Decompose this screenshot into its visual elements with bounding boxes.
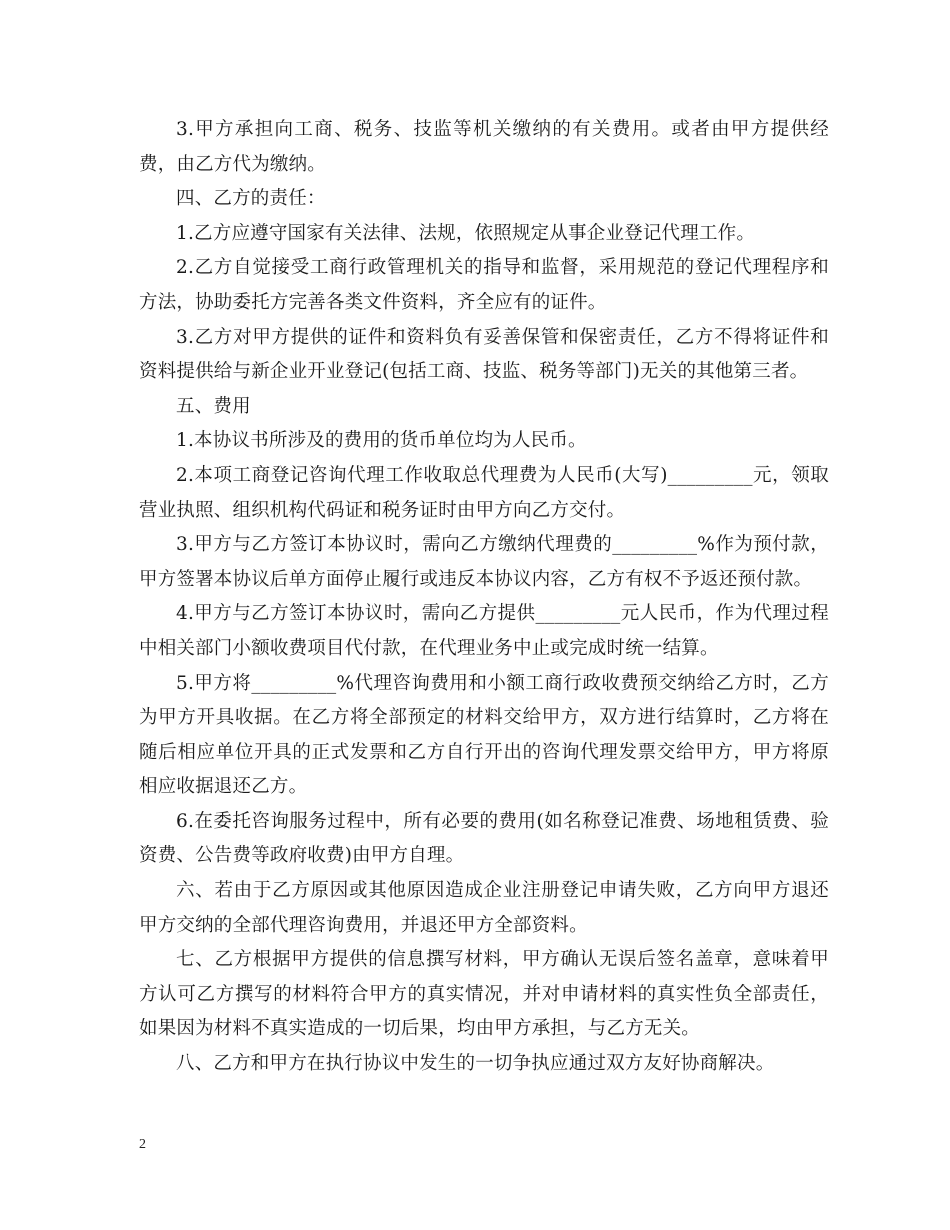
- section-seven-materials: 七、乙方根据甲方提供的信息撰写材料，甲方确认无误后签名盖章，意味着甲方认可乙方撰写的材料符合甲方的真实情况，并对申请材料的真实性负全部责任，如果因为材料不真实造成的一切后果，均由甲方承担，与乙方无关。: [139, 949, 829, 1040]
- document-body: [139, 113, 829, 1082]
- paragraph-b-clause-2: 2.乙方自觉接受工商行政管理机关的指导和监督，采用规范的登记代理程序和方法，协助委托方完善各类文件资料，齐全应有的证件。: [139, 257, 829, 313]
- paragraph-fee-clause-2: 2.本项工商登记咨询代理工作收取总代理费为人民币(大写)_________元，领取营业执照、组织机构代码证和税务证时由甲方向乙方交付。: [139, 464, 829, 521]
- paragraph-b-clause-3: 3.乙方对甲方提供的证件和资料负有妥善保管和保密责任，乙方不得将证件和资料提供给与新企业开业登记(包括工商、技监、税务等部门)无关的其他第三者。: [139, 326, 829, 383]
- section-heading-fees: 五、费用: [176, 395, 251, 417]
- section-eight-disputes: 八、乙方和甲方在执行协议中发生的一切争执应通过双方友好协商解决。: [176, 1053, 775, 1075]
- paragraph-fee-clause-6: 6.在委托咨询服务过程中，所有必要的费用(如名称登记准费、场地租赁费、验资费、公告费等政府收费)由甲方自理。: [139, 810, 829, 867]
- paragraph-fee-clause-4: 4.甲方与乙方签订本协议时，需向乙方提供_________元人民币，作为代理过程中相关部门小额收费项目代付款，在代理业务中止或完成时统一结算。: [139, 603, 829, 659]
- paragraph-fee-clause-1: 1.本协议书所涉及的费用的货币单位均为人民币。: [176, 430, 587, 452]
- paragraph-b-clause-1: 1.乙方应遵守国家有关法律、法规，依照规定从事企业登记代理工作。: [176, 222, 756, 244]
- section-heading-party-b-responsibilities: 四、乙方的责任：: [176, 188, 326, 210]
- section-six-refund: 六、若由于乙方原因或其他原因造成企业注册登记申请失败，乙方向甲方退还甲方交纳的全部代理咨询费用，并退还甲方全部资料。: [139, 880, 829, 936]
- page-number: 2: [139, 1137, 146, 1152]
- paragraph-clause-3-fees: 3.甲方承担向工商、税务、技监等机关缴纳的有关费用。或者由甲方提供经费，由乙方代为缴纳。: [139, 119, 829, 175]
- paragraph-fee-clause-3: 3.甲方与乙方签订本协议时，需向乙方缴纳代理费的_________%作为预付款，甲方签署本协议后单方面停止履行或违反本协议内容，乙方有权不予返还预付款。: [139, 534, 829, 590]
- paragraph-fee-clause-5: 5.甲方将_________%代理咨询费用和小额工商行政收费预交纳给乙方时，乙方为甲方开具收据。在乙方将全部预定的材料交给甲方，双方进行结算时，乙方将在随后相应单位开具的正式发票和乙方自行开出的咨询代理发票交给甲方，甲方将原相应收据退还乙方。: [139, 672, 829, 798]
